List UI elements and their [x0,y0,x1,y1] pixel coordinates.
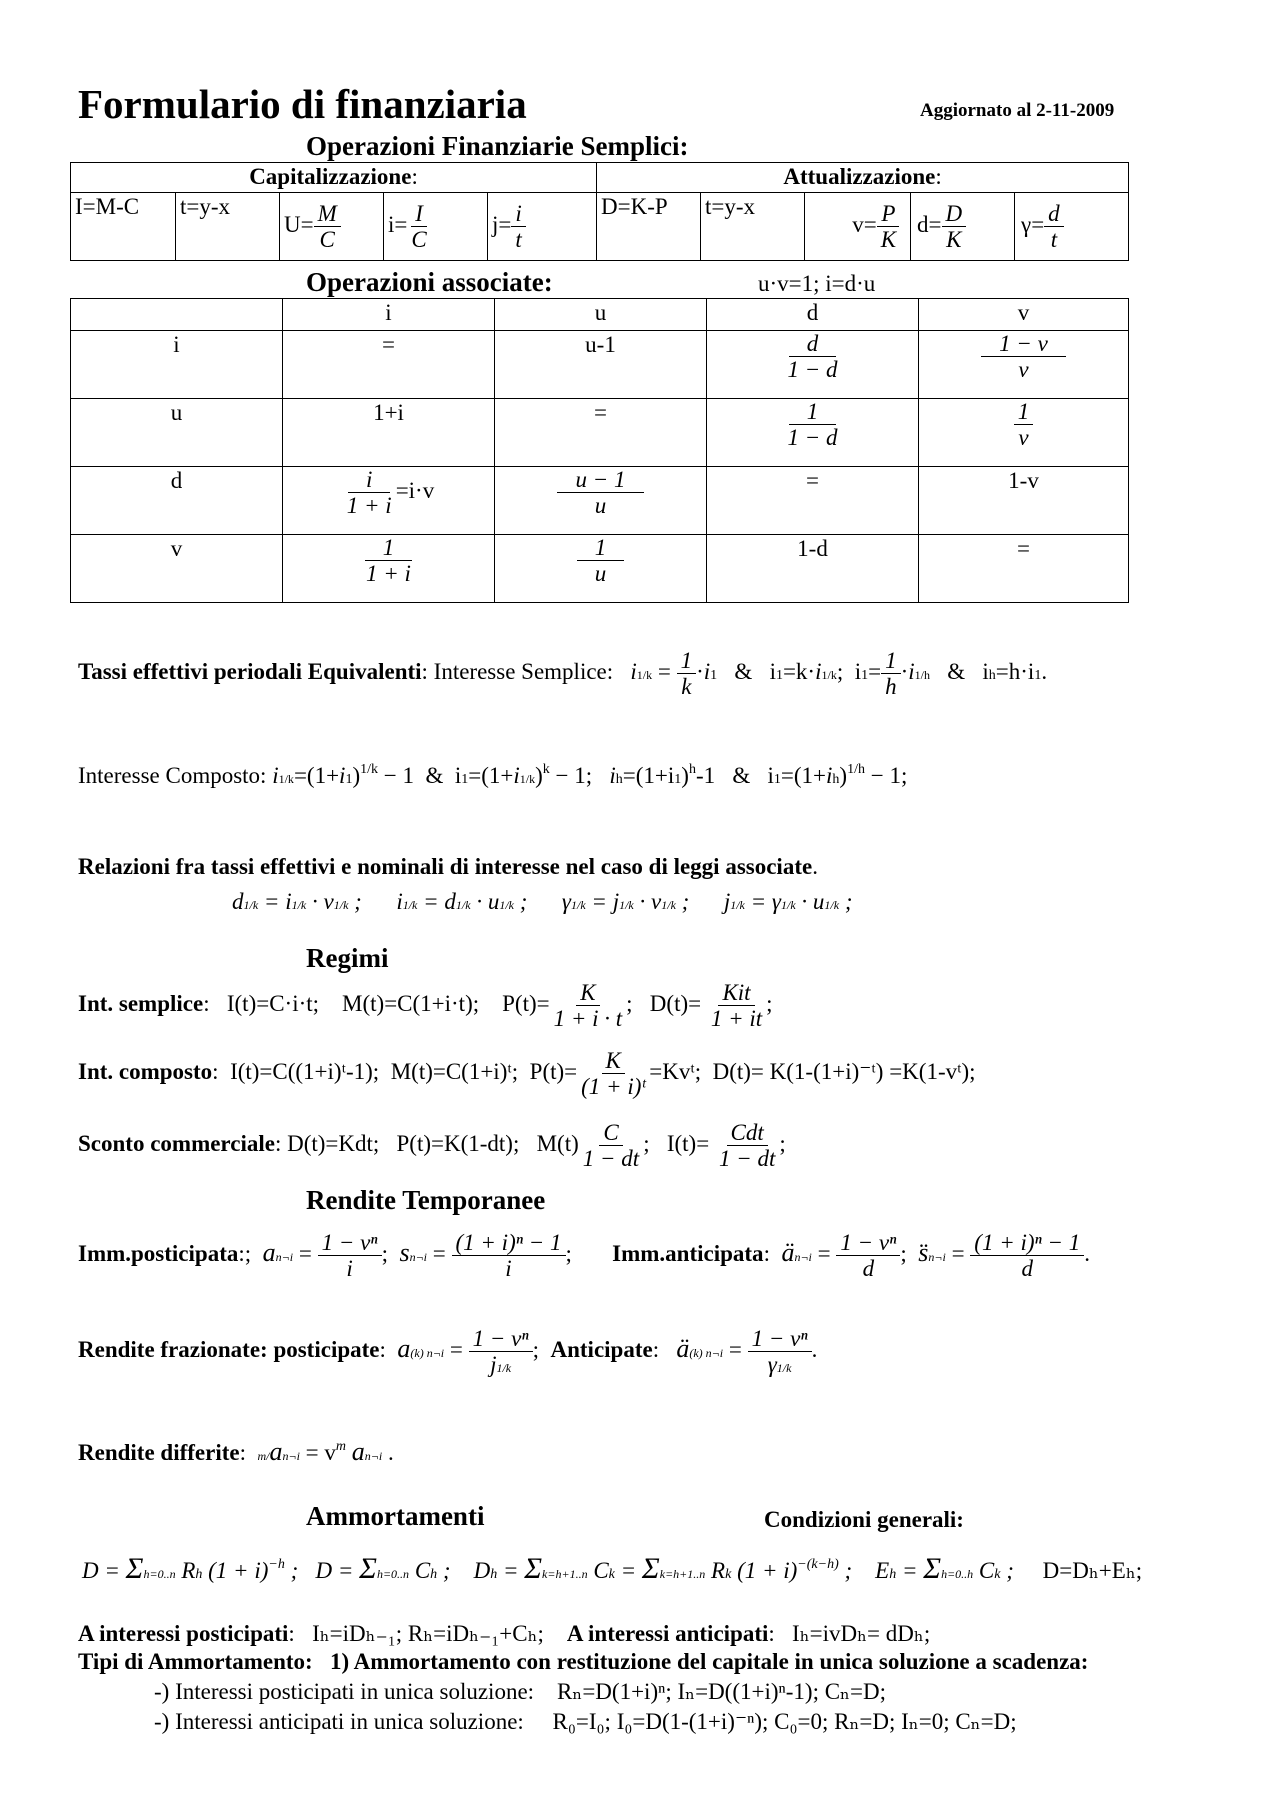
row-header: u [71,399,283,467]
cell: $\frac{1}{1 + i}$ [283,535,495,603]
cell: 1-d [707,535,919,603]
assoc-title: Operazioni associate: [306,267,553,297]
cell: = [919,535,1129,603]
equiv-rates-line: Tassi effettivi periodali Equivalenti: Interesse Semplice: i1/k = $\frac{1}{k}$ ·i1 & i1=k·i1/k; i1= $\frac{1}{h}$ ·i1/h & ih=h·i1. [78,648,1048,700]
cell: $\frac{u - 1}{u}$ [495,467,707,535]
corner-cell [71,299,283,331]
att-cell: D=K-P [597,193,701,261]
assoc-relation: u·v=1; i=d·u [758,271,876,296]
deferred-annuities: Rendite differite: m/an¬i = $v^m$ an¬i . [78,1437,394,1466]
annuities-title: Rendite Temporanee [306,1185,546,1215]
fractional-annuities: Rendite frazionate: posticipate: a(k) n¬i = $\frac{\text{1 − vⁿ}}{j1/k}$ ; Anticipate: ä(k) n¬i = $\frac{\text{1 − vⁿ}}{\gamma 1/k}$ . [78,1326,818,1378]
cell: 1-v [919,467,1129,535]
cap-cell: I=M-C [71,193,176,261]
cell: $\frac{i}{1 + i}$ =i·v [283,467,495,535]
update-date: Aggiornato al 2-11-2009 [920,100,1115,121]
cell: 1+i [283,399,495,467]
page-title: Formulario di finanziaria [78,81,527,127]
att-gamma-cell: γ= $\frac{d}{t}$ [1015,193,1129,261]
cap-cell: t=y-x [176,193,280,261]
regime-compound: Int. composto: I(t)=C((1+i)ᵗ-1); M(t)=C(1+i)ᵗ; P(t)= $\frac{K}{\text{(1 + i)ᵗ}}$ =Kvᵗ; D(t)= K(1-(1+i)⁻ᵗ) =K(1-vᵗ); [78,1048,976,1100]
col-header: v [919,299,1129,331]
regime-simple: Int. semplice: I(t)=C·i·t; M(t)=C(1+i·t); P(t)= $\frac{K}{1 + i \cdot t}$ ; D(t)= $\frac{\text{Kit}}{1 + it}$ ; [78,980,773,1032]
cap-U-cell: U= $\frac{M}{C}$ [280,193,384,261]
col-header: u [495,299,707,331]
simple-ops-table [70,162,1129,261]
relations-title: Relazioni fra tassi effettivi e nominali di interesse nel caso di leggi associate. [78,854,818,879]
cell: $\frac{d}{1 - d}$ [707,331,919,399]
cell: $\frac{1}{1 - d}$ [707,399,919,467]
cell: = [283,331,495,399]
amort-title: Ammortamenti [306,1501,485,1531]
cell: $\frac{1}{u}$ [495,535,707,603]
cell: $\frac{1}{v}$ [919,399,1129,467]
col-header: d [707,299,919,331]
att-header: Attualizzazione: [597,163,1129,193]
row-header: d [71,467,283,535]
cell: = [707,467,919,535]
relations-formulas: d1/k = i1/k · v1/k ; i1/k = d1/k · u1/k ; γ1/k = j1/k · v1/k ; j1/k = γ1/k · u1/k ; [232,889,853,914]
att-cell: t=y-x [701,193,805,261]
cap-header: Capitalizzazione: [71,163,597,193]
amort-ant-single: -) Interessi anticipati in unica soluzione: R₀=I₀; I₀=D(1-(1+i)⁻ⁿ); C₀=0; Rₙ=D; Iₙ=0; Cₙ=D; [154,1709,1017,1734]
cell: u-1 [495,331,707,399]
row-header: v [71,535,283,603]
cell: = [495,399,707,467]
imm-annuities: Imm.posticipata:; an¬i = $\frac{\text{1 − vⁿ}}{i}$ ; sn¬i = $\frac{\text{(1 + i)ⁿ − 1}}{i}$ ; Imm.anticipata: än¬i = $\frac{\text{1 − vⁿ}}{d}$ ; s̈n¬i = $\frac{\text{(1 + i)ⁿ − 1}}{d}$ . [78,1230,1091,1282]
att-d-cell: d= $\frac{D}{K}$ [911,193,1015,261]
cell: $\frac{1 - v}{v}$ [919,331,1129,399]
amort-formulas: D = Σh=0..n Rh $(1 + i)^{-h}$ ; D = Σh=0..n Ch ; Dh = Σk=h+1..n Ck = Σk=h+1..n Rk $(1 + i)^{-(k-h)}$ ; Eh = Σh=0..h Ck ; D=Dₕ+Eₕ; [82,1552,1143,1585]
cap-j-cell: j= $\frac{i}{t}$ [488,193,597,261]
att-v-cell: v= $\frac{P}{K}$ [805,193,911,261]
amort-interest: A interessi posticipati: Iₕ=iDₕ₋₁; Rₕ=iDₕ₋₁+Cₕ; A interessi anticipati: Iₕ=ivDₕ= dDₕ; [78,1621,931,1646]
row-header: i [71,331,283,399]
simple-ops-title: Operazioni Finanziarie Semplici: [306,131,689,161]
cap-i-cell: i= $\frac{I}{C}$ [384,193,488,261]
amort-conditions: Condizioni generali: [764,1507,964,1532]
assoc-table [70,298,1129,603]
regimes-title: Regimi [306,943,389,973]
regime-commercial: Sconto commerciale: D(t)=Kdt; P(t)=K(1-dt); M(t) $\frac{C}{1 - dt}$ ; I(t)= $\frac{\text{Cdt}}{1 - dt}$ ; [78,1120,786,1172]
compound-rates-line: Interesse Composto: $i1/k=(1+i1)^{1/k} - 1$ & $i1=(1+i1/k)^k - 1$; $ih=(1+i1)^h-1$ & $i1=(1+ih)^{1/h} - 1$; [78,762,908,788]
col-header: i [283,299,495,331]
amort-post-single: -) Interessi posticipati in unica soluzione: Rₙ=D(1+i)ⁿ; Iₙ=D((1+i)ⁿ-1); Cₙ=D; [154,1679,886,1704]
amort-types: Tipi di Ammortamento: 1) Ammortamento con restituzione del capitale in unica soluzione a scadenza: [78,1649,1089,1674]
